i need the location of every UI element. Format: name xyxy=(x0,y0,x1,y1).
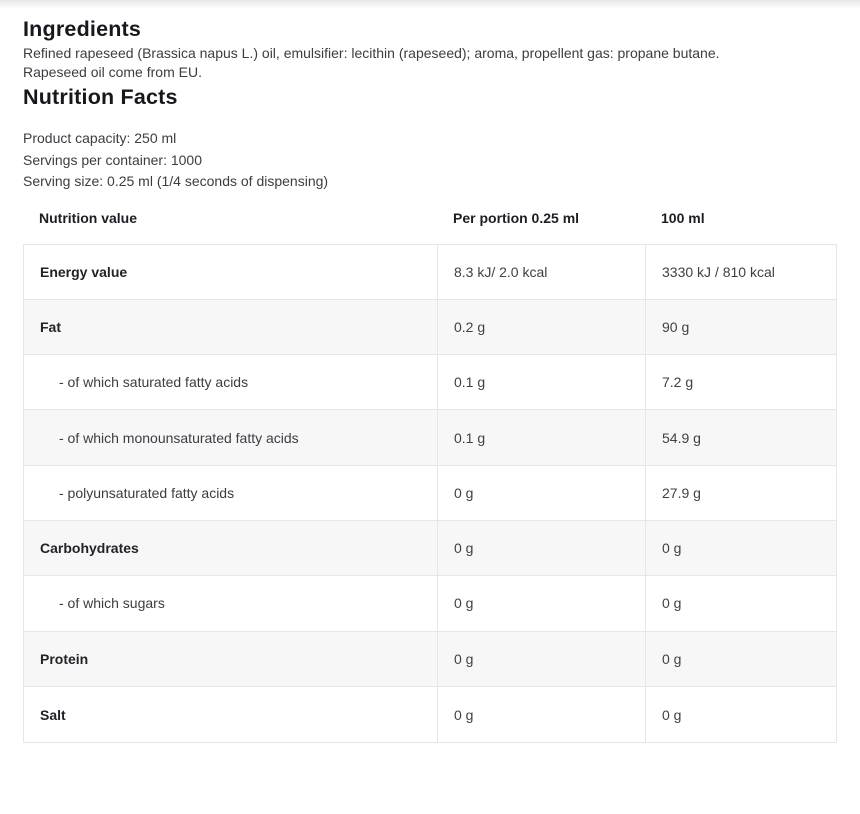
table-row xyxy=(24,355,836,410)
cell-per-portion-value: 0 g xyxy=(437,576,645,630)
nutrition-table xyxy=(23,210,837,744)
cell-per-portion-value: 0.1 g xyxy=(437,355,645,409)
serving-info xyxy=(23,128,837,193)
cell-per-portion-value: 8.3 kJ/ 2.0 kcal xyxy=(437,245,645,299)
table-row xyxy=(24,576,836,631)
ingredients-section xyxy=(23,14,837,82)
cell-per-100ml-value: 27.9 g xyxy=(645,466,836,520)
cell-nutrient-label: Protein xyxy=(40,650,89,667)
cell-per-portion-value: 0 g xyxy=(437,466,645,520)
cell-per-100ml-value: 7.2 g xyxy=(645,355,836,409)
cell-per-100ml-value: 0 g xyxy=(645,576,836,630)
cell-nutrient-label: - of which sugars xyxy=(59,595,165,612)
table-row xyxy=(24,632,836,687)
cell-nutrient-label: Fat xyxy=(40,318,61,335)
table-row xyxy=(24,466,836,521)
cell-nutrient-label: Energy value xyxy=(40,263,128,280)
ingredients-description: Refined rapeseed (Brassica napus L.) oil, emulsifier: lecithin (rapeseed); aroma, propellent gas: propane butane. xyxy=(23,45,720,61)
table-row xyxy=(24,245,836,300)
nutrition-facts-section xyxy=(23,82,837,743)
nutrition-table-header xyxy=(23,210,837,244)
product-capacity: Product capacity: 250 ml xyxy=(23,130,177,146)
header-cell-100ml: 100 ml xyxy=(661,209,705,226)
table-row xyxy=(24,410,836,465)
cell-per-portion-value: 0.2 g xyxy=(437,300,645,354)
cell-nutrient-label: Salt xyxy=(40,706,66,723)
ingredients-origin: Rapeseed oil come from EU. xyxy=(23,64,202,80)
serving-size: Serving size: 0.25 ml (1/4 seconds of dispensing) xyxy=(23,173,329,189)
cell-per-100ml-value: 90 g xyxy=(645,300,836,354)
cell-per-100ml-value: 0 g xyxy=(645,632,836,686)
cell-per-portion-value: 0.1 g xyxy=(437,410,645,464)
table-row xyxy=(24,687,836,742)
table-row xyxy=(24,521,836,576)
cell-per-portion-value: 0 g xyxy=(437,632,645,686)
cell-per-100ml-value: 0 g xyxy=(645,687,836,742)
cell-per-100ml-value: 3330 kJ / 810 kcal xyxy=(645,245,836,299)
top-shadow xyxy=(0,0,860,9)
cell-nutrient-label: - polyunsaturated fatty acids xyxy=(59,484,235,501)
header-cell-per-portion: Per portion 0.25 ml xyxy=(453,209,580,226)
servings-per-container: Servings per container: 1000 xyxy=(23,151,202,168)
cell-nutrient-label: - of which saturated fatty acids xyxy=(59,374,249,391)
table-row xyxy=(24,300,836,355)
ingredients-heading: Ingredients xyxy=(23,17,142,41)
cell-nutrient-label: Carbohydrates xyxy=(40,540,139,557)
cell-per-portion-value: 0 g xyxy=(437,687,645,742)
cell-per-100ml-value: 0 g xyxy=(645,521,836,575)
nutrition-table-body xyxy=(23,244,837,744)
cell-nutrient-label: - of which monounsaturated fatty acids xyxy=(59,429,299,446)
cell-per-100ml-value: 54.9 g xyxy=(645,410,836,464)
cell-per-portion-value: 0 g xyxy=(437,521,645,575)
nutrition-facts-heading: Nutrition Facts xyxy=(23,85,178,109)
header-cell-nutrition-value: Nutrition value xyxy=(39,209,138,226)
